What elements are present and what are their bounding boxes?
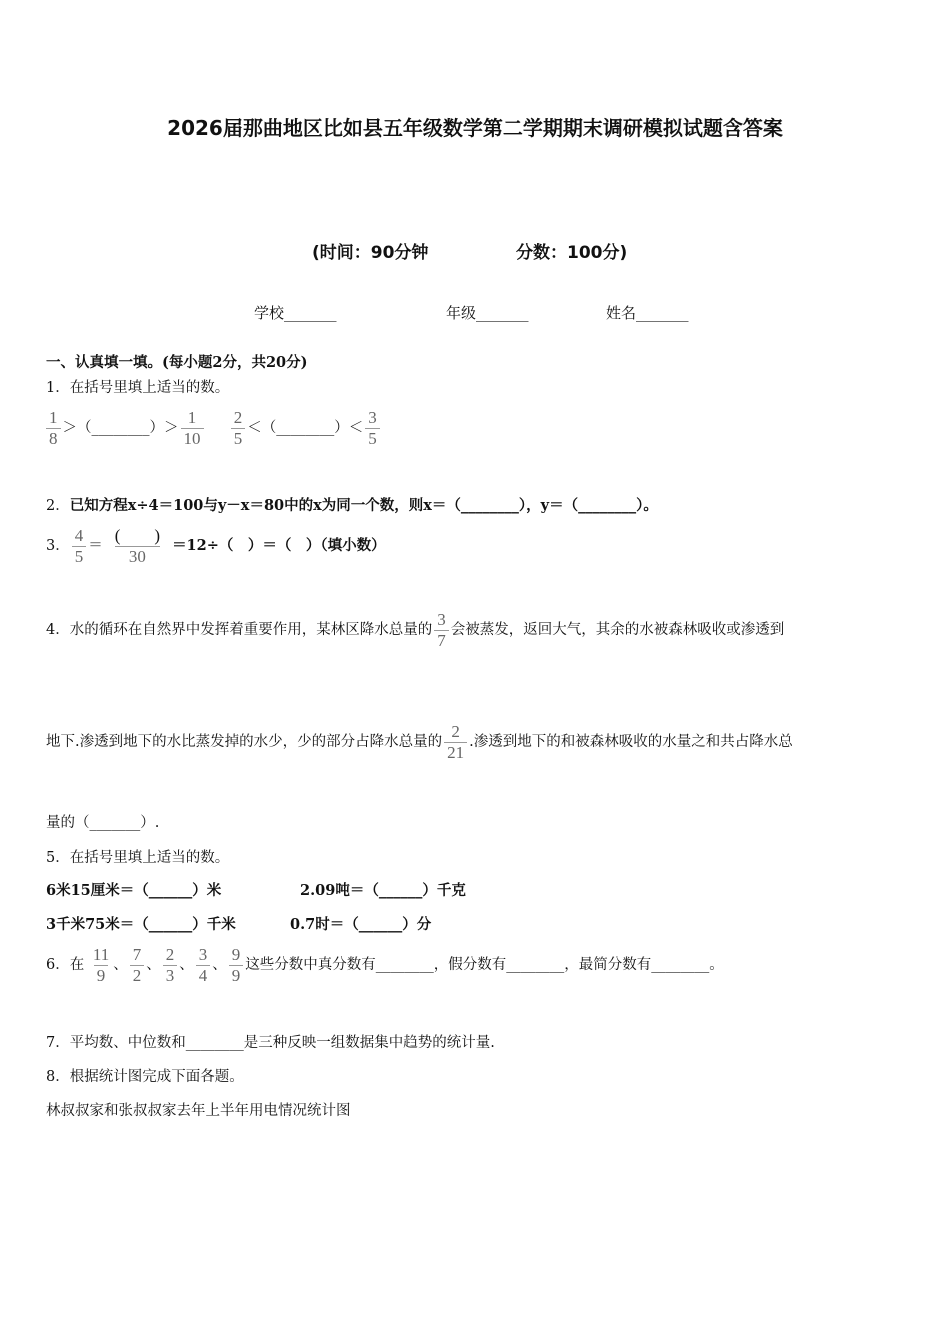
- question-text: 在括号里填上适当的数。: [69, 850, 230, 866]
- question-7: [46, 1031, 495, 1052]
- fraction: $\frac{7}{2}$: [130, 945, 145, 985]
- name-field: 姓名_______: [606, 304, 689, 322]
- fraction: $\frac{11}{9}$: [92, 945, 110, 985]
- fraction: $\frac{2}{3}$: [163, 945, 178, 985]
- question-lead: 在: [69, 957, 85, 974]
- question-text: .渗透到地下的和被森林吸收的水量之和共占降水总: [469, 734, 793, 751]
- question-4-line-1: [46, 610, 784, 650]
- question-text: 会被蒸发，返回大气，其余的水被森林吸收或渗透到: [450, 622, 785, 639]
- question-text: 水的循环在自然界中发挥着重要作用，某林区降水总量的: [69, 622, 433, 639]
- question-4-line-3: 量的（_______）.: [46, 815, 160, 831]
- grade-field: 年级_______: [446, 304, 529, 322]
- question-number: 7．: [46, 1035, 70, 1051]
- fraction: $\frac{1}{8}$: [46, 408, 61, 448]
- question-number: 1．: [46, 380, 70, 396]
- fraction: $\frac{3}{4}$: [196, 945, 211, 985]
- question-text: 地下.渗透到地下的水比蒸发掉的水少，少的部分占降水总量的: [46, 734, 443, 751]
- question-text: ＝12÷（ ）＝（ ）（填小数）: [172, 537, 386, 555]
- separator: 、: [113, 957, 128, 974]
- question-number: 4．: [46, 622, 70, 639]
- question-3: [46, 526, 386, 566]
- page-title: 2026届那曲地区比如县五年级数学第二学期期末调研模拟试题含答案: [167, 116, 783, 140]
- conversion-c: 3千米75米＝（______）千米: [46, 916, 236, 933]
- equals-sign: ＝: [88, 538, 103, 555]
- fraction: $\frac{4}{5}$: [72, 526, 87, 566]
- question-4-line-2: [46, 722, 793, 762]
- question-text: 平均数、中位数和________是三种反映一组数据集中趋势的统计量.: [69, 1035, 495, 1051]
- question-text: 在括号里填上适当的数。: [69, 380, 230, 396]
- question-text: 根据统计图完成下面各题。: [69, 1069, 244, 1085]
- fraction: $\frac{2}{5}$: [231, 408, 246, 448]
- question-1-inequalities: [44, 408, 382, 448]
- fraction: $\frac{( )}{30}$: [114, 526, 161, 566]
- question-1: [46, 376, 229, 397]
- question-text: 已知方程x÷4＝100与y－x＝80中的x为同一个数，则x＝（________），y＝（________）。: [69, 497, 658, 514]
- question-number: 5．: [46, 850, 70, 866]
- question-number: 2．: [46, 498, 70, 514]
- score-label: 分数：100分): [516, 243, 628, 263]
- time-label: (时间：90分钟: [312, 243, 429, 263]
- question-8: [46, 1065, 244, 1086]
- question-2: [46, 494, 658, 515]
- conversion-a: 6米15厘米＝（______）米: [46, 882, 222, 899]
- separator: 、: [212, 957, 227, 974]
- section-heading: 一、认真填一填。(每小题2分，共20分): [46, 354, 308, 371]
- school-field: 学校_______: [254, 304, 337, 322]
- conversion-d: 0.7时＝（______）分: [290, 916, 432, 933]
- question-number: 6．: [46, 957, 70, 974]
- fraction: $\frac{9}{9}$: [229, 945, 244, 985]
- fraction: $\frac{1}{10}$: [181, 408, 204, 448]
- fraction: $\frac{3}{7}$: [434, 610, 449, 650]
- comparison-text: ＞（________）＞: [62, 420, 179, 437]
- question-number: 3．: [46, 538, 70, 555]
- fraction: $\frac{2}{21}$: [444, 722, 467, 762]
- conversion-b: 2.09吨＝（______）千克: [300, 882, 466, 899]
- separator: 、: [179, 957, 194, 974]
- question-5: [46, 846, 229, 867]
- separator: 、: [146, 957, 161, 974]
- fraction: $\frac{3}{5}$: [365, 408, 380, 448]
- question-6: [46, 945, 724, 985]
- question-number: 8．: [46, 1069, 70, 1085]
- comparison-text: ＜（________）＜: [247, 420, 364, 437]
- question-text: 这些分数中真分数有________，假分数有________，最简分数有________。: [245, 957, 724, 974]
- chart-caption: 林叔叔家和张叔叔家去年上半年用电情况统计图: [46, 1103, 351, 1119]
